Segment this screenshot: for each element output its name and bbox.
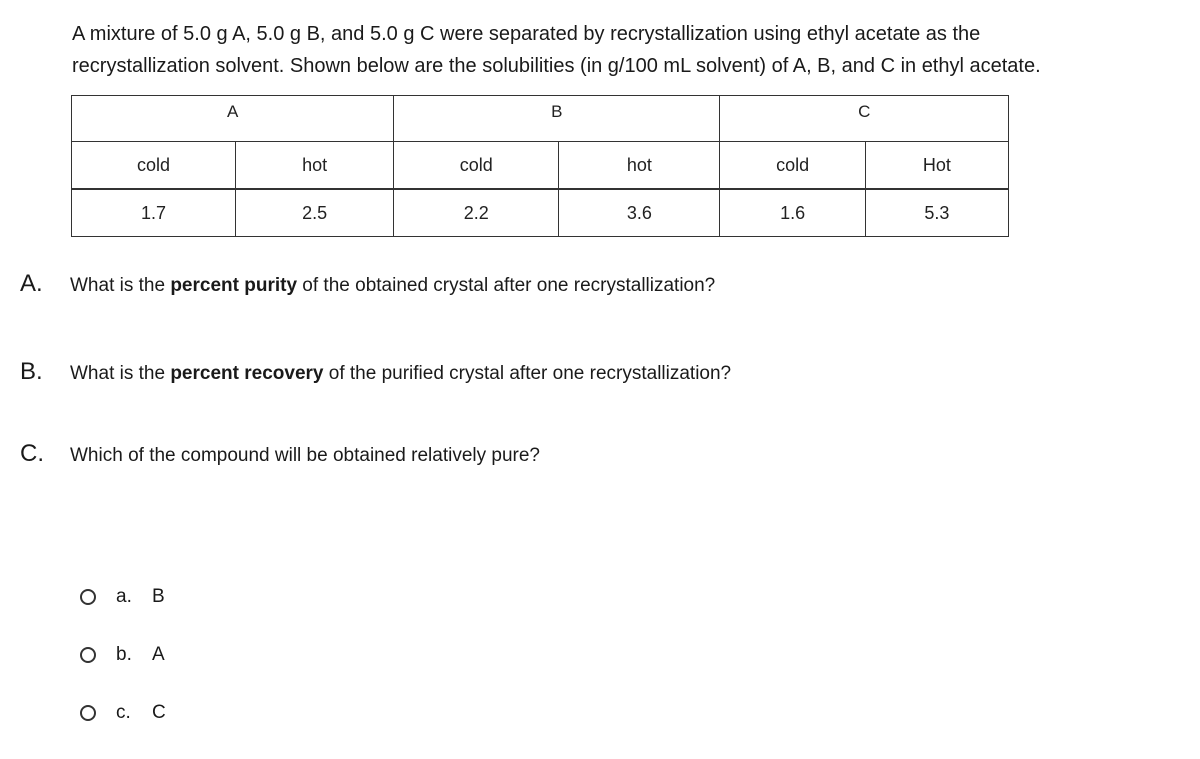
temp-cell: cold (720, 142, 865, 190)
question-a-letter: A. (20, 270, 43, 297)
question-c (20, 440, 540, 468)
value-cell: 1.7 (72, 189, 236, 237)
question-b-bold: percent recovery (170, 363, 324, 384)
option-b-label: A (152, 644, 165, 665)
question-b-post: of the purified crystal after one recrystallization? (323, 363, 732, 384)
compound-header-b: B (394, 96, 720, 142)
intro-paragraph (72, 18, 1182, 82)
solubility-table (71, 95, 1009, 237)
value-cell: 3.6 (559, 189, 720, 237)
temp-cell: cold (394, 142, 559, 190)
radio-button-icon[interactable] (80, 647, 96, 663)
value-cell: 2.5 (236, 189, 394, 237)
option-b-letter: b. (116, 644, 132, 665)
answer-options (80, 568, 166, 742)
option-a-label: B (152, 586, 165, 607)
question-b (20, 358, 731, 386)
option-a[interactable] (80, 568, 166, 626)
value-cell: 5.3 (865, 189, 1008, 237)
compound-header-c: C (720, 96, 1009, 142)
question-a-pre: What is the (70, 275, 171, 296)
question-b-pre: What is the (70, 363, 171, 384)
table-header-row (72, 96, 1009, 142)
intro-line-1: A mixture of 5.0 g A, 5.0 g B, and 5.0 g C were separated by recrystallization using ethyl acetate as the (72, 23, 981, 45)
question-b-letter: B. (20, 358, 43, 385)
question-c-letter: C. (20, 440, 44, 467)
option-c-label: C (152, 702, 166, 723)
option-c-letter: c. (116, 702, 131, 723)
table-temperature-row (72, 142, 1009, 190)
option-c[interactable] (80, 684, 166, 742)
value-cell: 1.6 (720, 189, 865, 237)
question-a-bold: percent purity (170, 275, 298, 296)
question-c-text: Which of the compound will be obtained relatively pure? (70, 445, 540, 466)
temp-cell: cold (72, 142, 236, 190)
value-cell: 2.2 (394, 189, 559, 237)
radio-button-icon[interactable] (80, 705, 96, 721)
question-a-text (70, 275, 715, 296)
question-a (20, 270, 715, 298)
temp-cell: Hot (865, 142, 1008, 190)
temp-cell: hot (236, 142, 394, 190)
question-a-post: of the obtained crystal after one recrystallization? (297, 275, 716, 296)
intro-line-2: recrystallization solvent. Shown below are the solubilities (in g/100 mL solvent) of A, B, and C in ethyl acetate. (72, 55, 1041, 77)
radio-button-icon[interactable] (80, 589, 96, 605)
temp-cell: hot (559, 142, 720, 190)
question-b-text (70, 363, 731, 384)
option-a-letter: a. (116, 586, 132, 607)
table-value-row (72, 189, 1009, 237)
compound-header-a: A (72, 96, 394, 142)
option-b[interactable] (80, 626, 166, 684)
